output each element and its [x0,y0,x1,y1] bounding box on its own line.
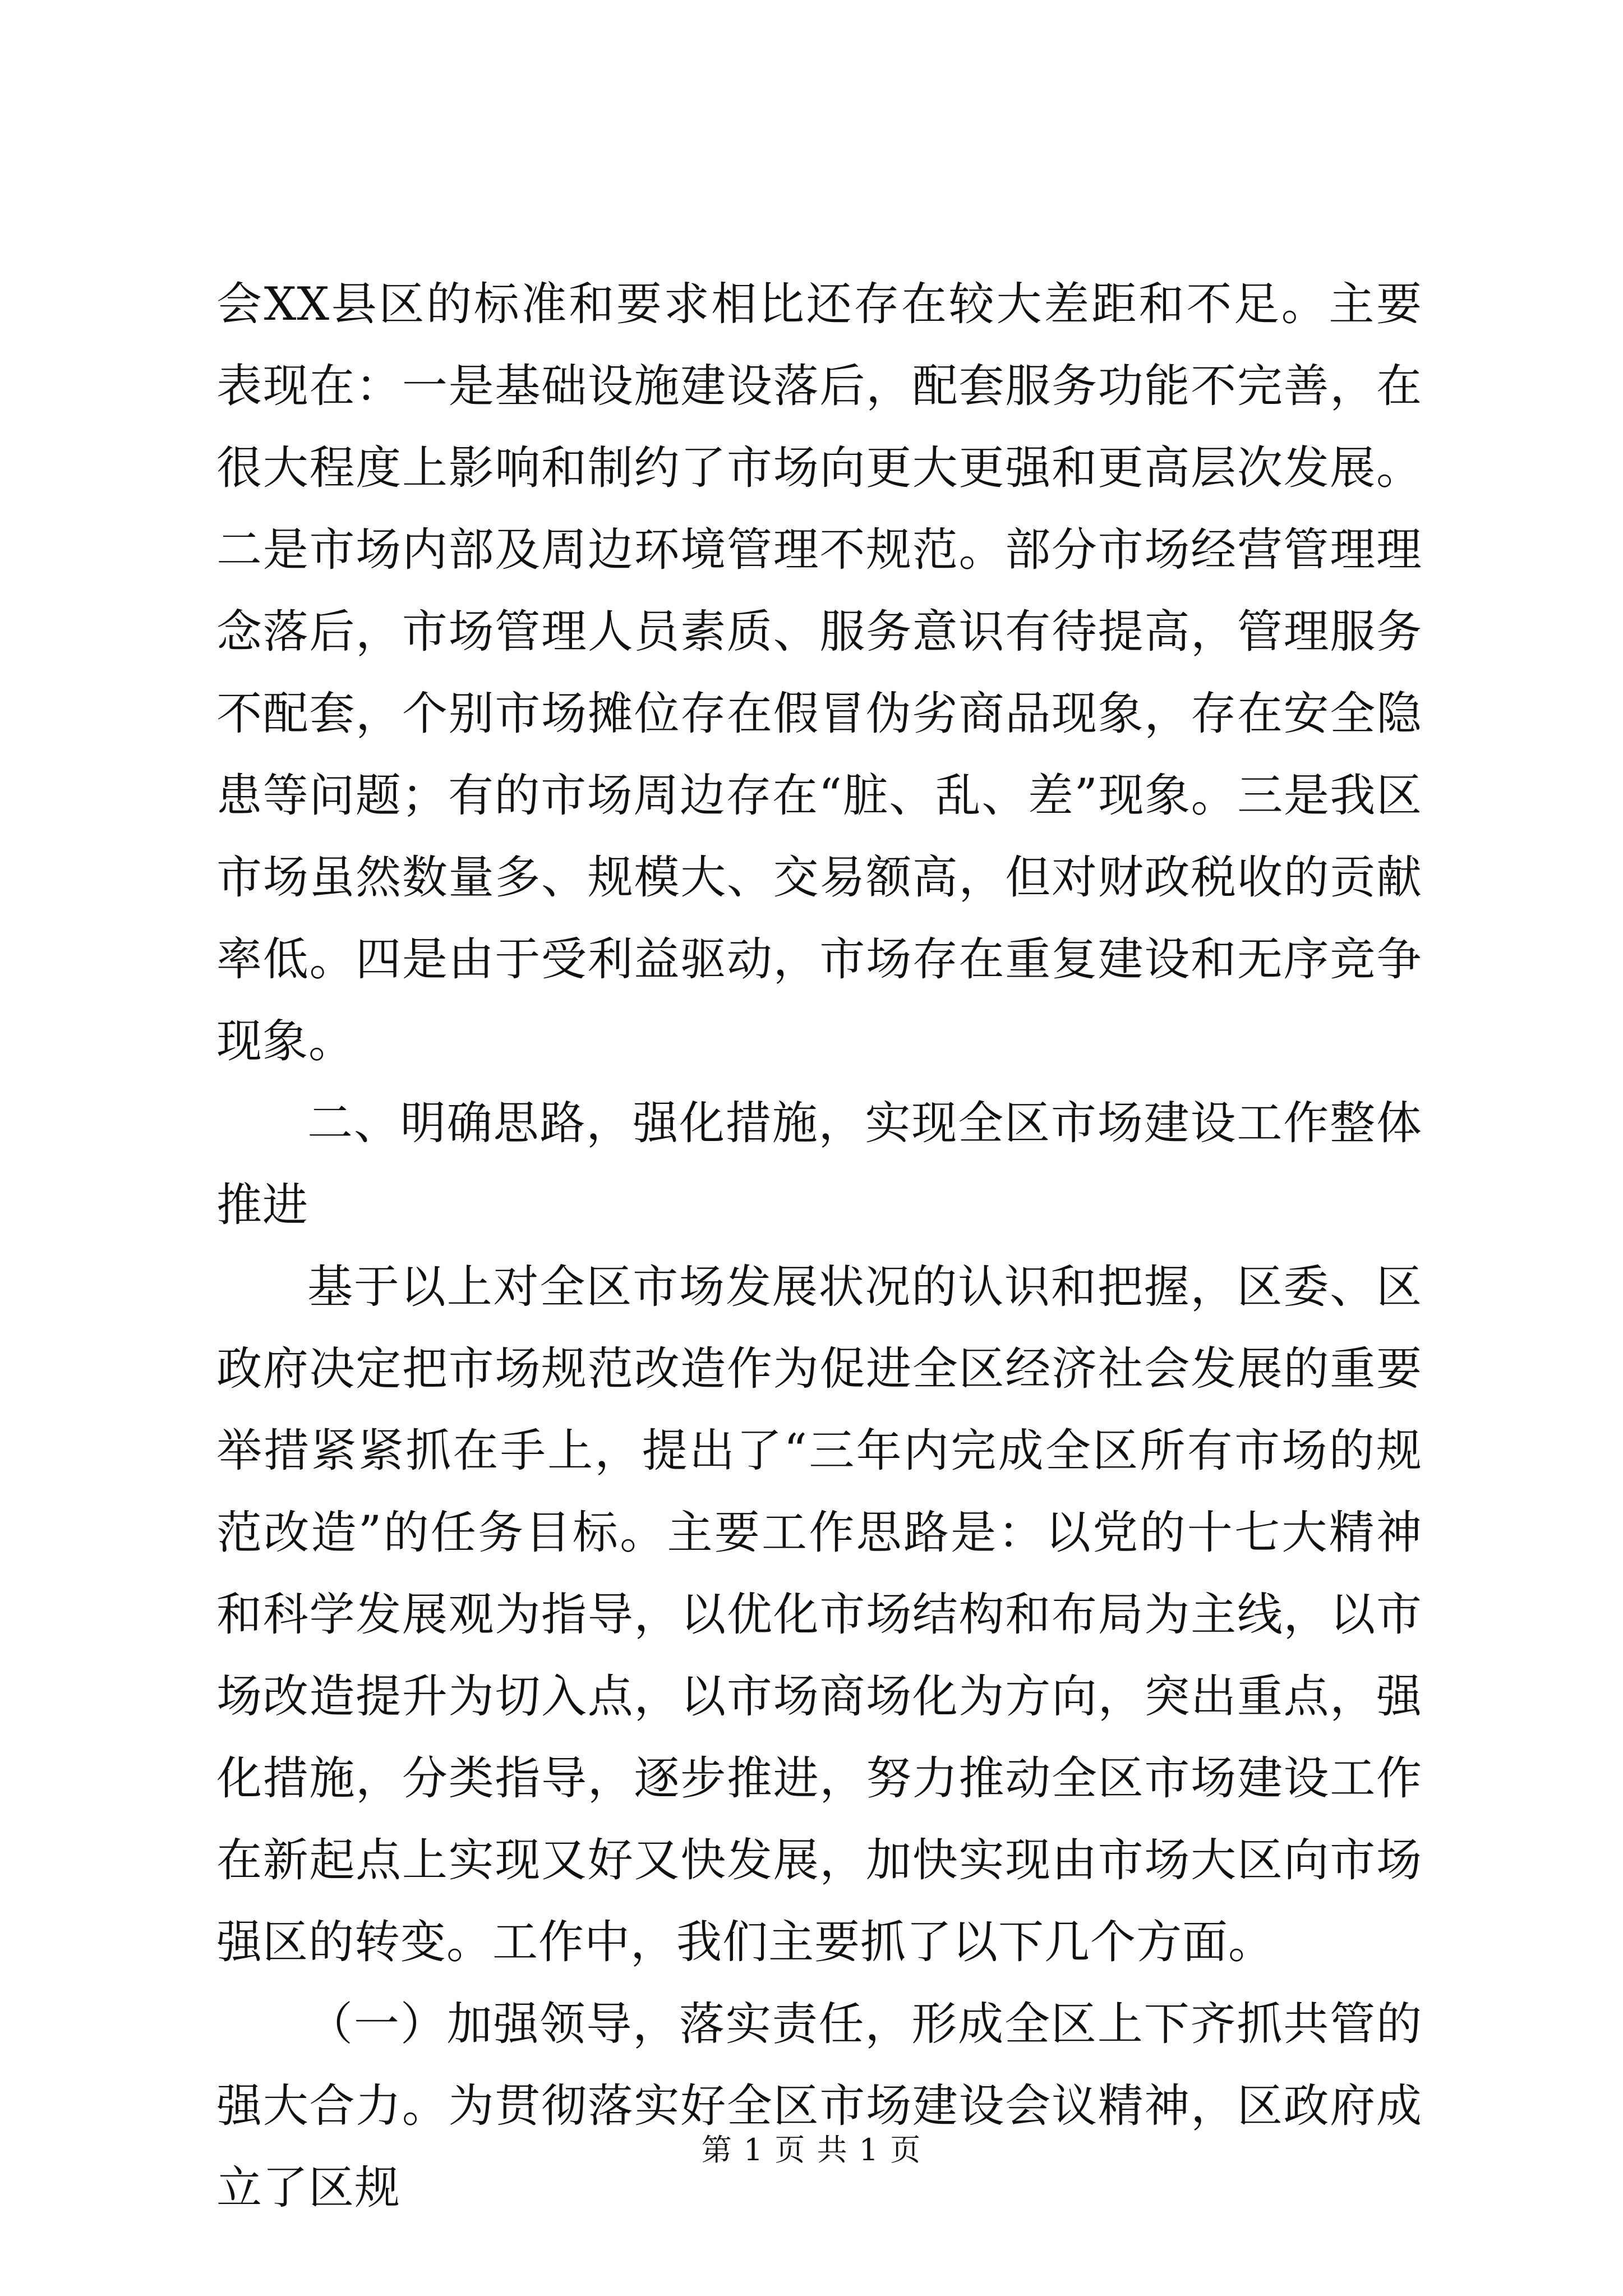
paragraph-leadership: （一）加强领导，落实责任，形成全区上下齐抓共管的强大合力。为贯彻落实好全区市场建设会议精神，区政府成立了区规 [216,1998,1422,2215]
section-heading: 二、明确思路，强化措施，实现全区市场建设工作整体推进 [216,1097,1422,1232]
paragraph-approach: 基于以上对全区市场发展状况的认识和把握，区委、区政府决定把市场规范改造作为促进全区经济社会发展的重要举措紧紧抓在手上，提出了“三年内完成全区所有市场的规范改造”的任务目标。主要工作思路是：以党的十七大精神和科学发展观为指导，以优化市场结构和布局为主线，以市场改造提升为切入点，以市场商场化为方向，突出重点，强化措施，分类指导，逐步推进，努力推动全区市场建设工作在新起点上实现又好又快发展，加快实现由市场大区向市场强区的转变。工作中，我们主要抓了以下几个方面。 [216,1261,1422,1969]
page-footer: 第 1 页 共 1 页 [701,2132,922,2168]
paragraph-continuation: 会XX县区的标准和要求相比还存在较大差距和不足。主要表现在：一是基础设施建设落后，配套服务功能不完善，在很大程度上影响和制约了市场向更大更强和更高层次发展。二是市场内部及周边环境管理不规范。部分市场经营管理理念落后，市场管理人员素质、服务意识有待提高，管理服务不配套，个别市场摊位存在假冒伪劣商品现象，存在安全隐患等问题；有的市场周边存在“脏、乱、差”现象。三是我区市场虽然数量多、规模大、交易额高，但对财政税收的贡献率低。四是由于受利益驱动，市场存在重复建设和无序竞争现象。 [216,278,1422,1068]
document-body [216,264,1422,2229]
